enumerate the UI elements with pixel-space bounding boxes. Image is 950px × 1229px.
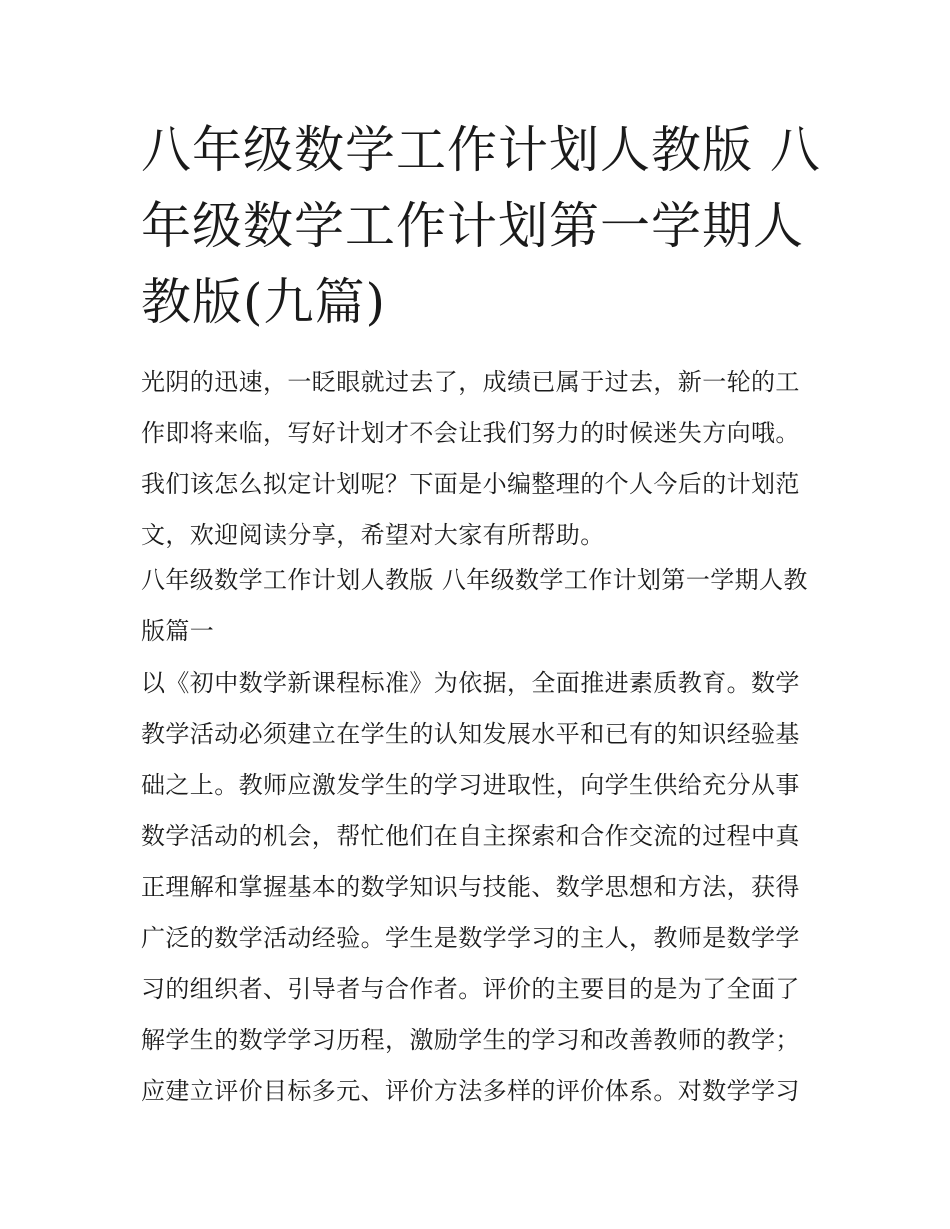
section-heading: 八年级数学工作计划人教版 八年级数学工作计划第一学期人教版篇一: [141, 566, 808, 645]
document-title: 八年级数学工作计划人教版 八年级数学工作计划第一学期人教版(九篇): [141, 121, 821, 331]
intro-paragraph: 光阴的迅速，一眨眼就过去了，成绩已属于过去，新一轮的工作即将来临，写好计划才不会让我们努力的时候迷失方向哦。我们该怎么拟定计划呢？下面是小编整理的个人今后的计划范文，欢迎阅读分享，希望对大家有所帮助。: [141, 368, 800, 549]
section-body-paragraph: 以《初中数学新课程标准》为依据，全面推进素质教育。数学教学活动必须建立在学生的认知发展水平和已有的知识经验基础之上。教师应激发学生的学习进取性，向学生供给充分从事数学活动的机会，帮忙他们在自主探索和合作交流的过程中真正理解和掌握基本的数学知识与技能、数学思想和方法，获得广泛的数学活动经验。学生是数学学习的主人，教师是数学学习的组织者、引导者与合作者。评价的主要目的是为了全面了解学生的数学学习历程，激励学生的学习和改善教师的教学；应建立评价目标多元、评价方法多样的评价体系。对数学学习: [141, 669, 800, 1105]
